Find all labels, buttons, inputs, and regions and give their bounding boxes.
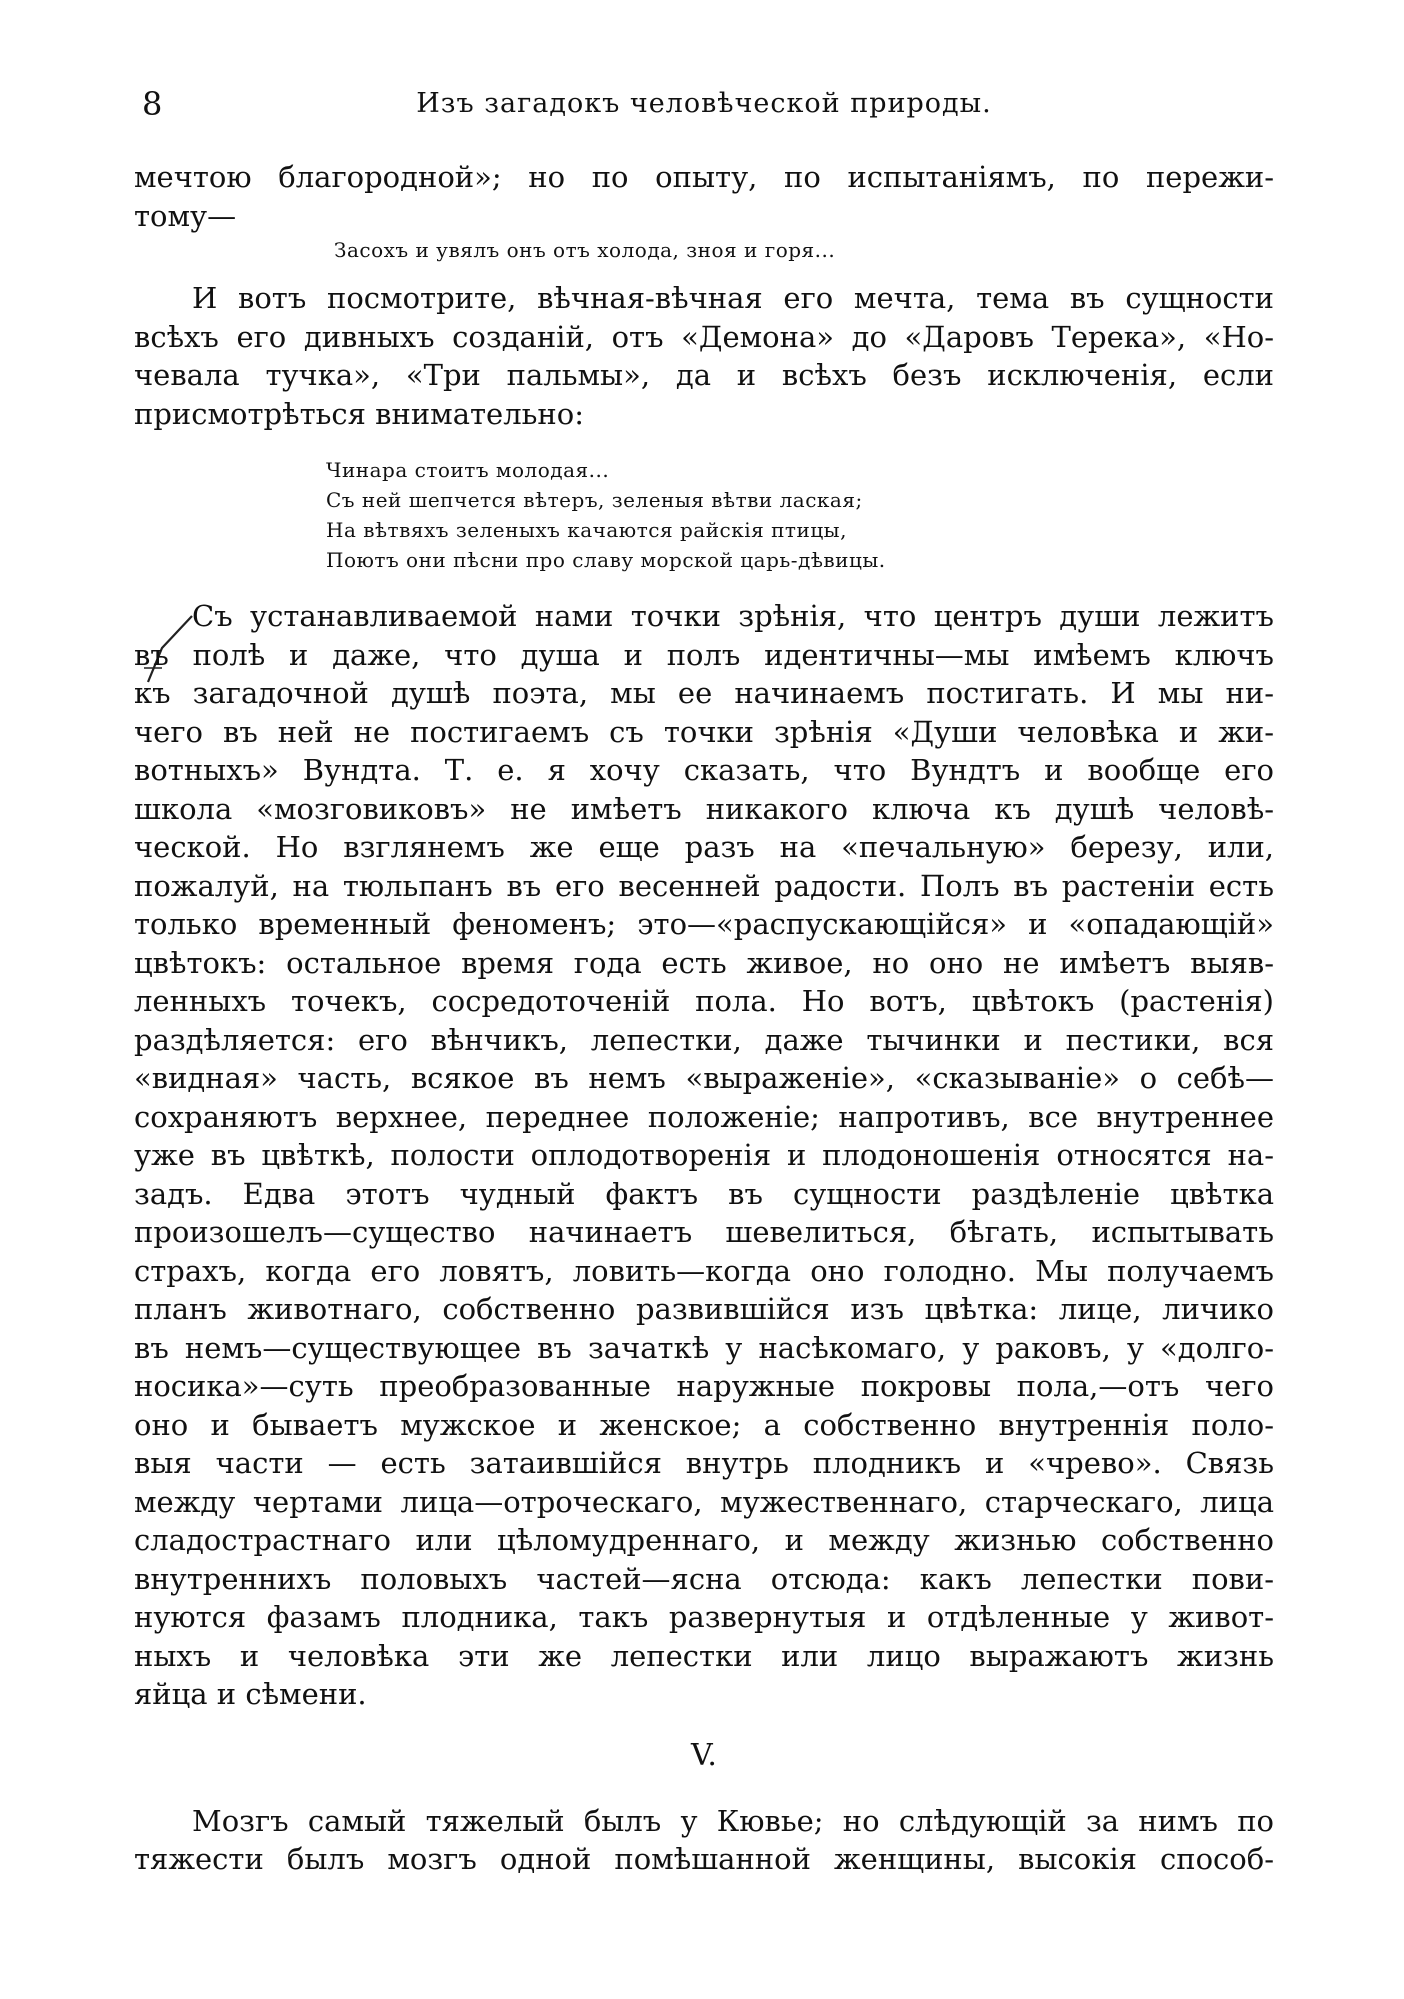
text-line: въ немъ—существующее въ зачаткѣ у насѣкомаго, у раковъ, у «долго- bbox=[134, 1330, 1274, 1365]
verse-line: Чинара стоитъ молодая... bbox=[326, 458, 610, 482]
paragraph-2 bbox=[134, 279, 1274, 433]
text-line: всѣхъ его дивныхъ созданій, отъ «Демона» до «Даровъ Терека», «Но- bbox=[134, 319, 1274, 354]
text-line: присмотрѣться внимательно: bbox=[134, 396, 584, 431]
text-line: ныхъ и человѣка эти же лепестки или лицо выражаютъ жизнь bbox=[134, 1638, 1274, 1673]
verse-line: Поютъ они пѣсни про славу морской царь-дѣвицы. bbox=[326, 548, 886, 572]
text-line: вотныхъ» Вундта. Т. е. я хочу сказать, что Вундтъ и вообще его bbox=[134, 753, 1274, 787]
text-line: яйца и сѣмени. bbox=[134, 1677, 367, 1711]
text-line: между чертами лица—отроческаго, мужественнаго, старческаго, лица bbox=[134, 1484, 1274, 1519]
text-line: тяжести былъ мозгъ одной помѣшанной женщины, высокія способ- bbox=[134, 1842, 1274, 1876]
text-line: «видная» часть, всякое въ немъ «выраженіе», «сказываніе» о себѣ— bbox=[134, 1061, 1274, 1095]
verse-quote-1 bbox=[134, 235, 1274, 265]
page-number: 8 bbox=[142, 85, 163, 123]
text-line: мечтою благородной»; но по опыту, по испытаніямъ, по пережи- bbox=[134, 160, 1274, 194]
verse-line: Засохъ и увялъ онъ отъ холода, зноя и горя... bbox=[334, 238, 836, 262]
paragraph-3 bbox=[134, 597, 1274, 1714]
text-line: выя части — есть затаившійся внутрь плодникъ и «чрево». Связь bbox=[134, 1446, 1274, 1480]
text-line: произошелъ—существо начинаетъ шевелиться, бѣгать, испытывать bbox=[134, 1215, 1274, 1249]
section-heading: V. bbox=[691, 1737, 717, 1773]
verse-quote-2 bbox=[134, 455, 1274, 575]
text-line: сохраняютъ верхнее, переднее положеніе; напротивъ, все внутреннее bbox=[134, 1099, 1274, 1134]
text-line: ческой. Но взглянемъ же еще разъ на «печальную» березу, или, bbox=[134, 830, 1274, 864]
text-line: пожалуй, на тюльпанъ въ его весенней радости. Полъ въ растеніи есть bbox=[134, 868, 1274, 903]
text-line: Мозгъ самый тяжелый былъ у Кювье; но слѣдующій за нимъ по bbox=[192, 1803, 1274, 1838]
verse-line: Съ ней шепчется вѣтеръ, зеленыя вѣтви лаская; bbox=[326, 488, 863, 512]
text-line: въ полѣ и даже, что душа и полъ идентичны—мы имѣемъ ключъ bbox=[134, 637, 1274, 672]
running-title: Изъ загадокъ человѣческой природы. bbox=[416, 88, 992, 119]
text-line: задъ. Едва этотъ чудный фактъ въ сущности раздѣленіе цвѣтка bbox=[134, 1176, 1274, 1211]
text-line: Съ устанавливаемой нами точки зрѣнія, что центръ души лежитъ bbox=[192, 599, 1274, 633]
text-line: внутреннихъ половыхъ частей—ясна отсюда: какъ лепестки пови- bbox=[134, 1561, 1274, 1596]
body-text bbox=[134, 158, 1274, 1879]
text-line: оно и бываетъ мужское и женское; а собственно внутреннія поло- bbox=[134, 1407, 1274, 1442]
paragraph-4 bbox=[134, 1802, 1274, 1879]
text-line: уже въ цвѣткѣ, полости оплодотворенія и плодоношенія относятся на- bbox=[134, 1138, 1274, 1172]
text-line: тому— bbox=[134, 198, 237, 233]
text-line: чего въ ней не постигаемъ съ точки зрѣнія «Души человѣка и жи- bbox=[134, 714, 1274, 749]
text-line: цвѣтокъ: остальное время года есть живое, но оно не имѣетъ выяв- bbox=[134, 945, 1274, 980]
text-line: ленныхъ точекъ, сосредоточеній пола. Но вотъ, цвѣтокъ (растенія) bbox=[134, 984, 1274, 1018]
verse-line: На вѣтвяхъ зеленыхъ качаются райскія птицы, bbox=[326, 518, 847, 542]
text-line: чевала тучка», «Три пальмы», да и всѣхъ безъ исключенія, если bbox=[134, 358, 1274, 392]
text-line: носика»—суть преобразованные наружные покровы пола,—отъ чего bbox=[134, 1369, 1274, 1403]
text-line: сладострастнаго или цѣломудреннаго, и между жизнью собственно bbox=[134, 1523, 1274, 1557]
text-line: страхъ, когда его ловятъ, ловить—когда оно голодно. Мы получаемъ bbox=[134, 1253, 1274, 1288]
text-line: къ загадочной душѣ поэта, мы ее начинаемъ постигать. И мы ни- bbox=[134, 676, 1274, 710]
page-header bbox=[134, 82, 1274, 126]
text-line: школа «мозговиковъ» не имѣетъ никакого ключа къ душѣ человѣ- bbox=[134, 791, 1274, 826]
paragraph-continuation bbox=[134, 158, 1274, 235]
text-line: раздѣляется: его вѣнчикъ, лепестки, даже тычинки и пестики, вся bbox=[134, 1022, 1274, 1057]
text-line: И вотъ посмотрите, вѣчная-вѣчная его мечта, тема въ сущности bbox=[192, 281, 1274, 315]
text-line: нуются фазамъ плодника, такъ развернутыя и отдѣленные у живот- bbox=[134, 1600, 1274, 1634]
text-line: только временный феноменъ; это—«распускающійся» и «опадающій» bbox=[134, 907, 1274, 941]
text-line: планъ животнаго, собственно развившійся изъ цвѣтка: лице, личико bbox=[134, 1292, 1274, 1326]
